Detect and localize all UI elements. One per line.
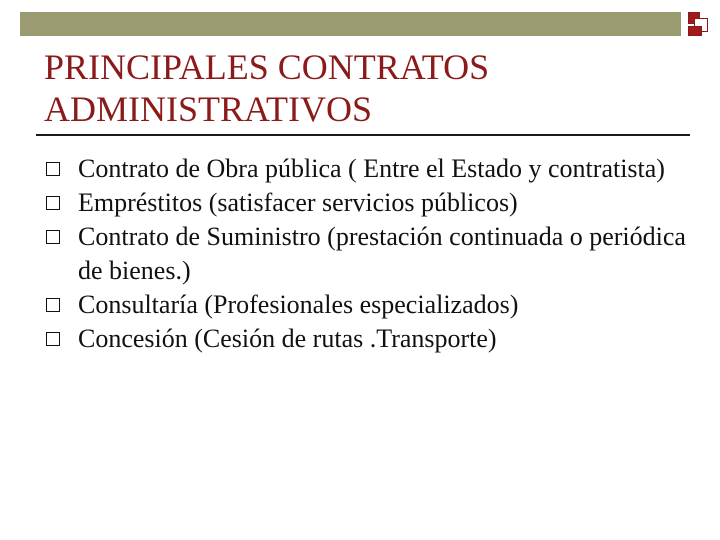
title-underline-divider [36,134,690,136]
bullet-item [46,220,686,288]
bullet-list [46,152,686,356]
decorative-top-bar [20,12,681,36]
hollow-square-icon [46,332,60,346]
hollow-square-icon [46,298,60,312]
bullet-text: Contrato de Obra pública ( Entre el Estado y contratista) [78,154,665,183]
bullet-item [46,152,686,186]
decorative-corner-squares-icon [688,12,710,36]
slide-title [44,46,684,130]
bullet-text: Contrato de Suministro (prestación continuada o periódica de bienes.) [78,222,686,285]
hollow-square-icon [46,196,60,210]
bullet-text: Concesión (Cesión de rutas .Transporte) [78,324,497,353]
bullet-text: Empréstitos (satisfacer servicios públicos) [78,188,518,217]
bullet-item [46,288,686,322]
bullet-item [46,322,686,356]
hollow-square-icon [46,162,60,176]
slide-title-line-1: PRINCIPALES CONTRATOS [44,47,490,87]
bullet-item [46,186,686,220]
hollow-square-icon [46,230,60,244]
slide-title-line-2: ADMINISTRATIVOS [44,89,373,129]
bullet-text: Consultaría (Profesionales especializados) [78,290,519,319]
